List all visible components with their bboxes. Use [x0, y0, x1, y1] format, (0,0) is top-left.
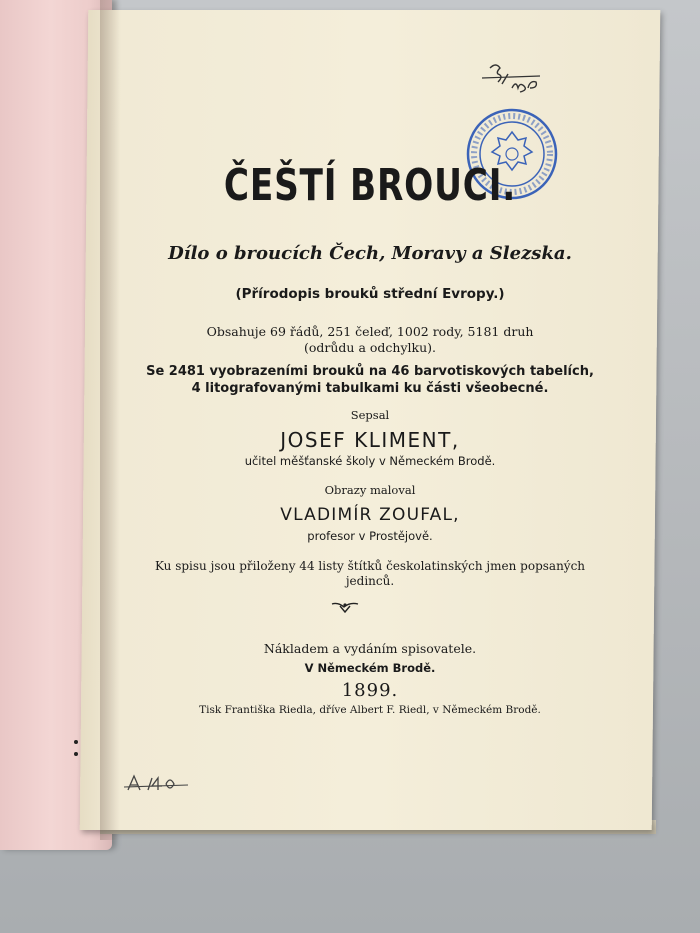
- subtitle-parenthetical: (Přírodopis brouků střední Evropy.): [235, 286, 505, 302]
- publisher-line: Nákladem a vydáním spisovatele.: [263, 641, 477, 656]
- painted-by-label: Obrazy maloval: [324, 483, 416, 497]
- book-subtitle: [90, 243, 650, 264]
- written-by-label: Sepsal: [350, 408, 390, 422]
- author-title: učitel měšťanské školy v Německém Brodě.: [244, 454, 496, 468]
- illustrations-line-2: 4 litografovanými tabulkami ku části všeobecné.: [191, 381, 549, 396]
- subtitle-text: Dílo o broucích Čech, Moravy a Slezska.: [168, 243, 572, 264]
- contents-line-2: (odrůdu a odchylku).: [304, 340, 436, 355]
- handwritten-inventory: [122, 772, 192, 796]
- appendix-line-1: Ku spisu jsou přiloženy 44 listy štítků českolatinských jmen popsaných: [154, 559, 586, 573]
- appendix-line-2: jedinců.: [345, 574, 395, 588]
- illustrations-line-1: Se 2481 vyobrazeními brouků na 46 barvotiskových tabelích,: [146, 364, 594, 379]
- handwritten-shelfmark: [480, 58, 550, 94]
- publisher-place: V Německém Brodě.: [304, 661, 436, 675]
- author-name: JOSEF KLIMENT,: [280, 428, 460, 452]
- painter-title: profesor v Prostějově.: [307, 529, 433, 543]
- ink-dot: [74, 752, 78, 756]
- printer-line: Tisk Františka Riedla, dříve Albert F. Riedl, v Německém Brodě.: [199, 704, 541, 716]
- painter-name: VLADIMÍR ZOUFAL,: [280, 505, 460, 525]
- publication-year: 1899.: [341, 680, 399, 701]
- book-title: ČEŠTÍ BROUCI.: [223, 160, 517, 211]
- contents-line-1: Obsahuje 69 řádů, 251 čeleď, 1002 rody, 5181 druh: [206, 324, 534, 339]
- ink-dot: [74, 740, 78, 744]
- ornament-icon: [330, 600, 360, 614]
